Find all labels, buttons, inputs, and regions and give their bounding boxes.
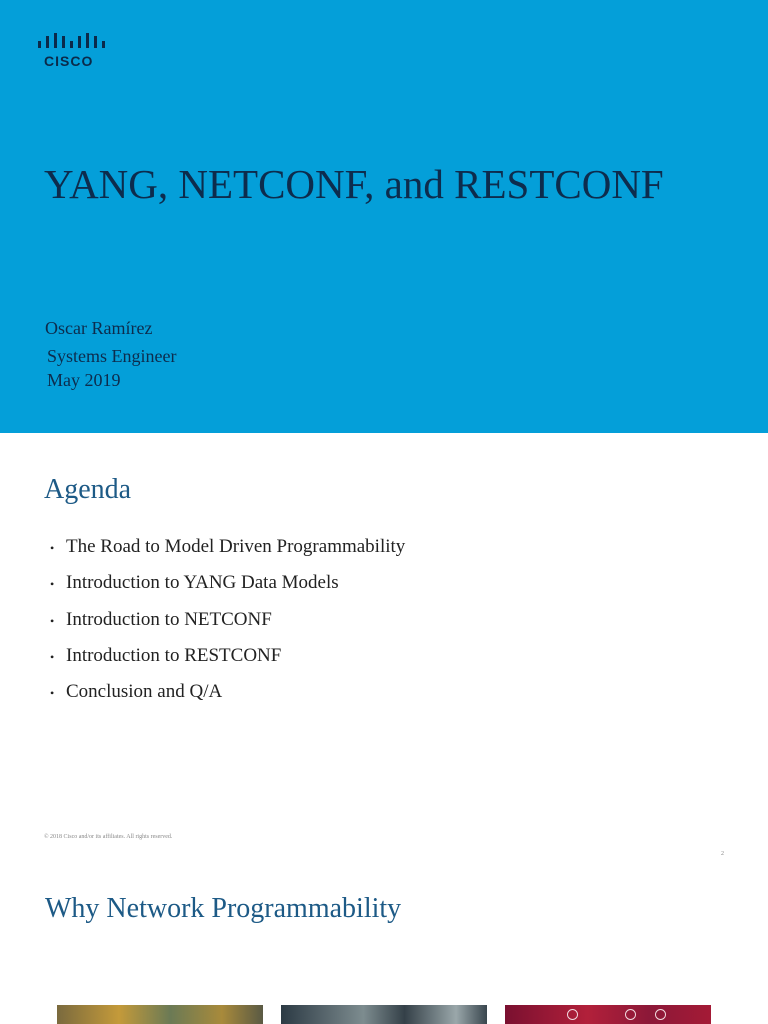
agenda-list [50,536,405,717]
presentation-title: YANG, NETCONF, and RESTCONF [44,161,664,207]
bullet-icon: • [50,541,55,555]
agenda-item [50,681,405,717]
agenda-item-label: The Road to Model Driven Programmability [66,536,406,557]
star-icon [655,1009,666,1020]
presentation-date: May 2019 [47,370,121,390]
industrial-photo [57,1005,263,1024]
agenda-item-label: Introduction to RESTCONF [66,644,282,666]
agenda-item [50,536,405,572]
bullet-icon: • [50,686,55,701]
agenda-item-label: Introduction to NETCONF [66,608,272,630]
agenda-heading: Agenda [44,474,132,505]
network-node-icon [625,1009,636,1020]
bullet-icon: • [50,649,55,664]
agenda-item-label: Conclusion and Q/A [66,681,223,703]
cisco-logo-text: CISCO [44,53,94,69]
page-number: 2 [721,851,724,857]
agenda-item-label: Introduction to YANG Data Models [66,572,339,594]
slide-heading: Why Network Programmability [45,893,402,924]
bullet-icon: • [50,577,55,592]
network-node-icon [567,1009,578,1020]
bullet-icon: • [50,613,55,628]
city-photo [281,1005,487,1024]
author-name: Oscar Ramírez [45,318,153,338]
copyright-notice: © 2018 Cisco and/or its affiliates. All rights reserved. [44,834,173,840]
agenda-item [50,645,405,681]
network-graphic [505,1005,711,1024]
agenda-item [50,572,405,608]
author-role: Systems Engineer [47,346,177,366]
agenda-item [50,609,405,645]
title-slide [0,0,768,433]
